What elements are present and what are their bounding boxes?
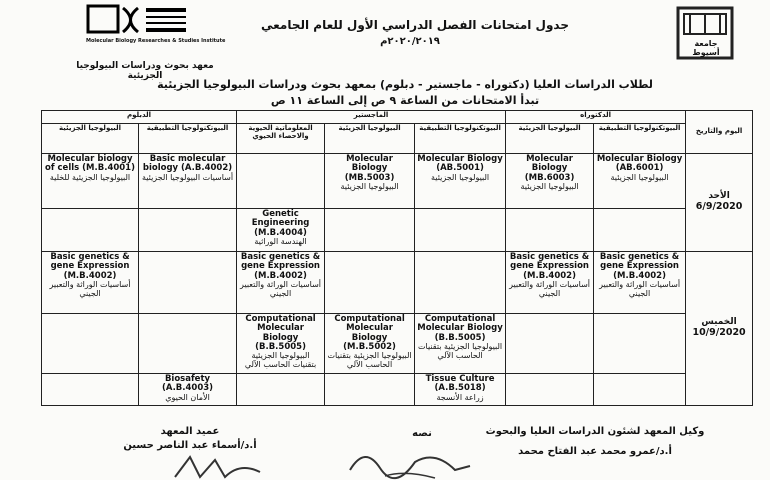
exam-cell [42, 252, 139, 314]
exam-cell [325, 314, 415, 374]
exam-cell [506, 252, 594, 314]
course-name-ar: البيولوجيا الجزيئية [430, 172, 490, 182]
vice-dean-name: أ.د/عمرو محمد عبد الفتاح محمد [518, 446, 672, 457]
empty-cell [325, 209, 415, 252]
col-dip-biotech: البيوتكنولوجيا التطبيقية [139, 124, 237, 154]
handwritten-signature-middle [345, 440, 475, 480]
day-cell-thursday [686, 252, 753, 406]
exam-cell [237, 314, 325, 374]
col-dip-molbio: البيولوجيا الجزيئية [42, 124, 139, 154]
academic-year: ٢٠٢٠/٢٠١٩م [380, 36, 440, 47]
empty-cell [237, 154, 325, 209]
exam-cell [42, 154, 139, 209]
course-name-ar: البيولوجيا الجزيئية للخلية [49, 172, 131, 182]
course-name-en: Basic genetics & gene Expression (M.B.4002) [50, 252, 130, 281]
dean-title: عميد المعهد [160, 426, 220, 437]
day-date: 10/9/2020 [692, 327, 746, 339]
exam-cell [415, 314, 506, 374]
course-name-ar: أساسيات الوراثة والتعبير الجيني [509, 280, 591, 298]
exam-time-line: تبدأ الامتحانات من الساعة ٩ ص إلى الساعة ١١ ص [270, 94, 540, 107]
col-mas-bioinf: المعلوماتية الحيوية والاحصاء الحيوي [237, 124, 325, 154]
empty-cell [42, 314, 139, 374]
course-name-ar: أساسيات الوراثة والتعبير الجيني [49, 280, 131, 298]
exam-cell [237, 252, 325, 314]
institute-logo [78, 2, 238, 58]
col-mas-molbio: البيولوجيا الجزيئية [325, 124, 415, 154]
course-name-ar: أساسيات البيولوجيا الجزيئية [141, 172, 234, 182]
empty-cell [506, 314, 594, 374]
course-name-ar: البيولوجيا الجزيئية [340, 182, 399, 192]
day-date: 6/9/2020 [695, 201, 743, 213]
exam-cell [139, 154, 237, 209]
exam-cell [237, 209, 325, 252]
course-name-en: Molecular Biology (MB.5003) [344, 154, 395, 183]
exam-cell [139, 374, 237, 406]
exam-schedule-table [41, 110, 753, 406]
empty-cell [42, 209, 139, 252]
empty-cell [139, 209, 237, 252]
course-name-en: Basic genetics & gene Expression (M.B.4002) [599, 252, 680, 281]
course-name-ar: البيولوجيا الجزيئية بتقنيات الحاسب الآلي [417, 342, 503, 360]
course-name-en: Tissue Culture (A.B.5018) [425, 374, 495, 394]
doctorate-header: الدكتوراه [506, 111, 686, 124]
exam-cell [325, 154, 415, 209]
course-name-ar: البيولوجيا الجزيئية [610, 172, 669, 182]
institute-logo-caption: Molecular Biology Researches & Studies Institute [86, 38, 226, 44]
course-name-en: Molecular Biology (AB.5001) [417, 154, 503, 174]
empty-cell [594, 374, 686, 406]
course-name-ar: الهندسة الوراثية [254, 237, 307, 247]
exam-cell [594, 154, 686, 209]
course-name-ar: البيولوجيا الجزيئية بتقنيات الحاسب الآلي [244, 351, 317, 370]
empty-cell [325, 374, 415, 406]
page-title: جدول امتحانات الفصل الدراسي الأول للعام الجامعي [260, 18, 569, 32]
table-row [42, 209, 753, 252]
institute-name: معهد بحوث ودراسات البيولوجيا الجزيئية [76, 61, 214, 81]
students-line: لطلاب الدراسات العليا (دكتوراه - ماجستير - دبلوم) بمعهد بحوث ودراسات البيولوجيا الجزيئية [157, 78, 653, 91]
course-name-en: Basic genetics & gene Expression (M.B.4002) [240, 252, 321, 281]
course-name-en: Computational Molecular Biology (B.B.5005) [245, 314, 316, 353]
course-name-ar: أساسيات الوراثة والتعبير الجيني [599, 280, 681, 298]
course-name-en: Basic genetics & gene Expression (M.B.4002) [509, 252, 590, 281]
course-name-en: Genetic Engineering (M.B.4004) [251, 209, 310, 238]
exam-cell [506, 154, 594, 209]
middle-note: نصه [412, 428, 432, 439]
column-header-row [42, 124, 753, 154]
empty-cell [415, 252, 506, 314]
group-header-row [42, 111, 753, 124]
course-name-ar: البيولوجيا الجزيئية بتقنيات الحاسب الآلي [327, 351, 412, 370]
course-name-en: Molecular Biology (MB.6003) [524, 154, 575, 183]
course-name-en: Basic molecular biology (A.B.4002) [142, 154, 233, 174]
course-name-ar: الأمان الحيوي [165, 392, 210, 402]
empty-cell [325, 252, 415, 314]
day-date-header: اليوم والتاريخ [686, 111, 753, 154]
empty-cell [415, 209, 506, 252]
vice-dean-title: وكيل المعهد لشئون الدراسات العليا والبحوث [485, 426, 705, 437]
table-row [42, 374, 753, 406]
day-name: الخميس [701, 317, 737, 328]
dna-logo-icon [78, 2, 238, 58]
dean-name: أ.د/أسماء عبد الناصر حسين [123, 440, 257, 451]
table-row [42, 314, 753, 374]
exam-cell [594, 252, 686, 314]
empty-cell [506, 209, 594, 252]
university-logo-caption: جامعة أسيوط [692, 39, 720, 57]
exam-cell [415, 154, 506, 209]
table-row [42, 252, 753, 314]
col-doc-biotech: البيوتكنولوجيا التطبيقية [594, 124, 686, 154]
university-logo [670, 4, 740, 64]
table-row [42, 154, 753, 209]
day-cell-sunday [686, 154, 753, 252]
course-name-en: Computational Molecular Biology (M.B.5002) [334, 314, 405, 353]
course-name-en: Computational Molecular Biology (B.B.5005) [417, 314, 503, 343]
course-name-en: Molecular biology of cells (M.B.4001) [45, 154, 135, 174]
masters-header: الماجستير [237, 111, 506, 124]
empty-cell [594, 314, 686, 374]
empty-cell [237, 374, 325, 406]
diploma-header: الدبلوم [42, 111, 237, 124]
course-name-ar: أساسيات الوراثة والتعبير الجيني [240, 280, 322, 298]
course-name-ar: زراعة الأنسجة [436, 392, 484, 402]
empty-cell [594, 209, 686, 252]
course-name-ar: البيولوجيا الجزيئية [520, 182, 579, 192]
course-name-en: Biosafety (A.B.4003) [161, 374, 214, 394]
empty-cell [42, 374, 139, 406]
col-mas-biotech: البيوتكنولوجيا التطبيقية [415, 124, 506, 154]
col-doc-molbio: البيولوجيا الجزيئية [506, 124, 594, 154]
exam-cell [415, 374, 506, 406]
handwritten-signature-left [170, 452, 270, 480]
empty-cell [506, 374, 594, 406]
day-name: الأحد [708, 191, 730, 202]
empty-cell [139, 314, 237, 374]
course-name-en: Molecular Biology (AB.6001) [596, 154, 683, 174]
empty-cell [139, 252, 237, 314]
